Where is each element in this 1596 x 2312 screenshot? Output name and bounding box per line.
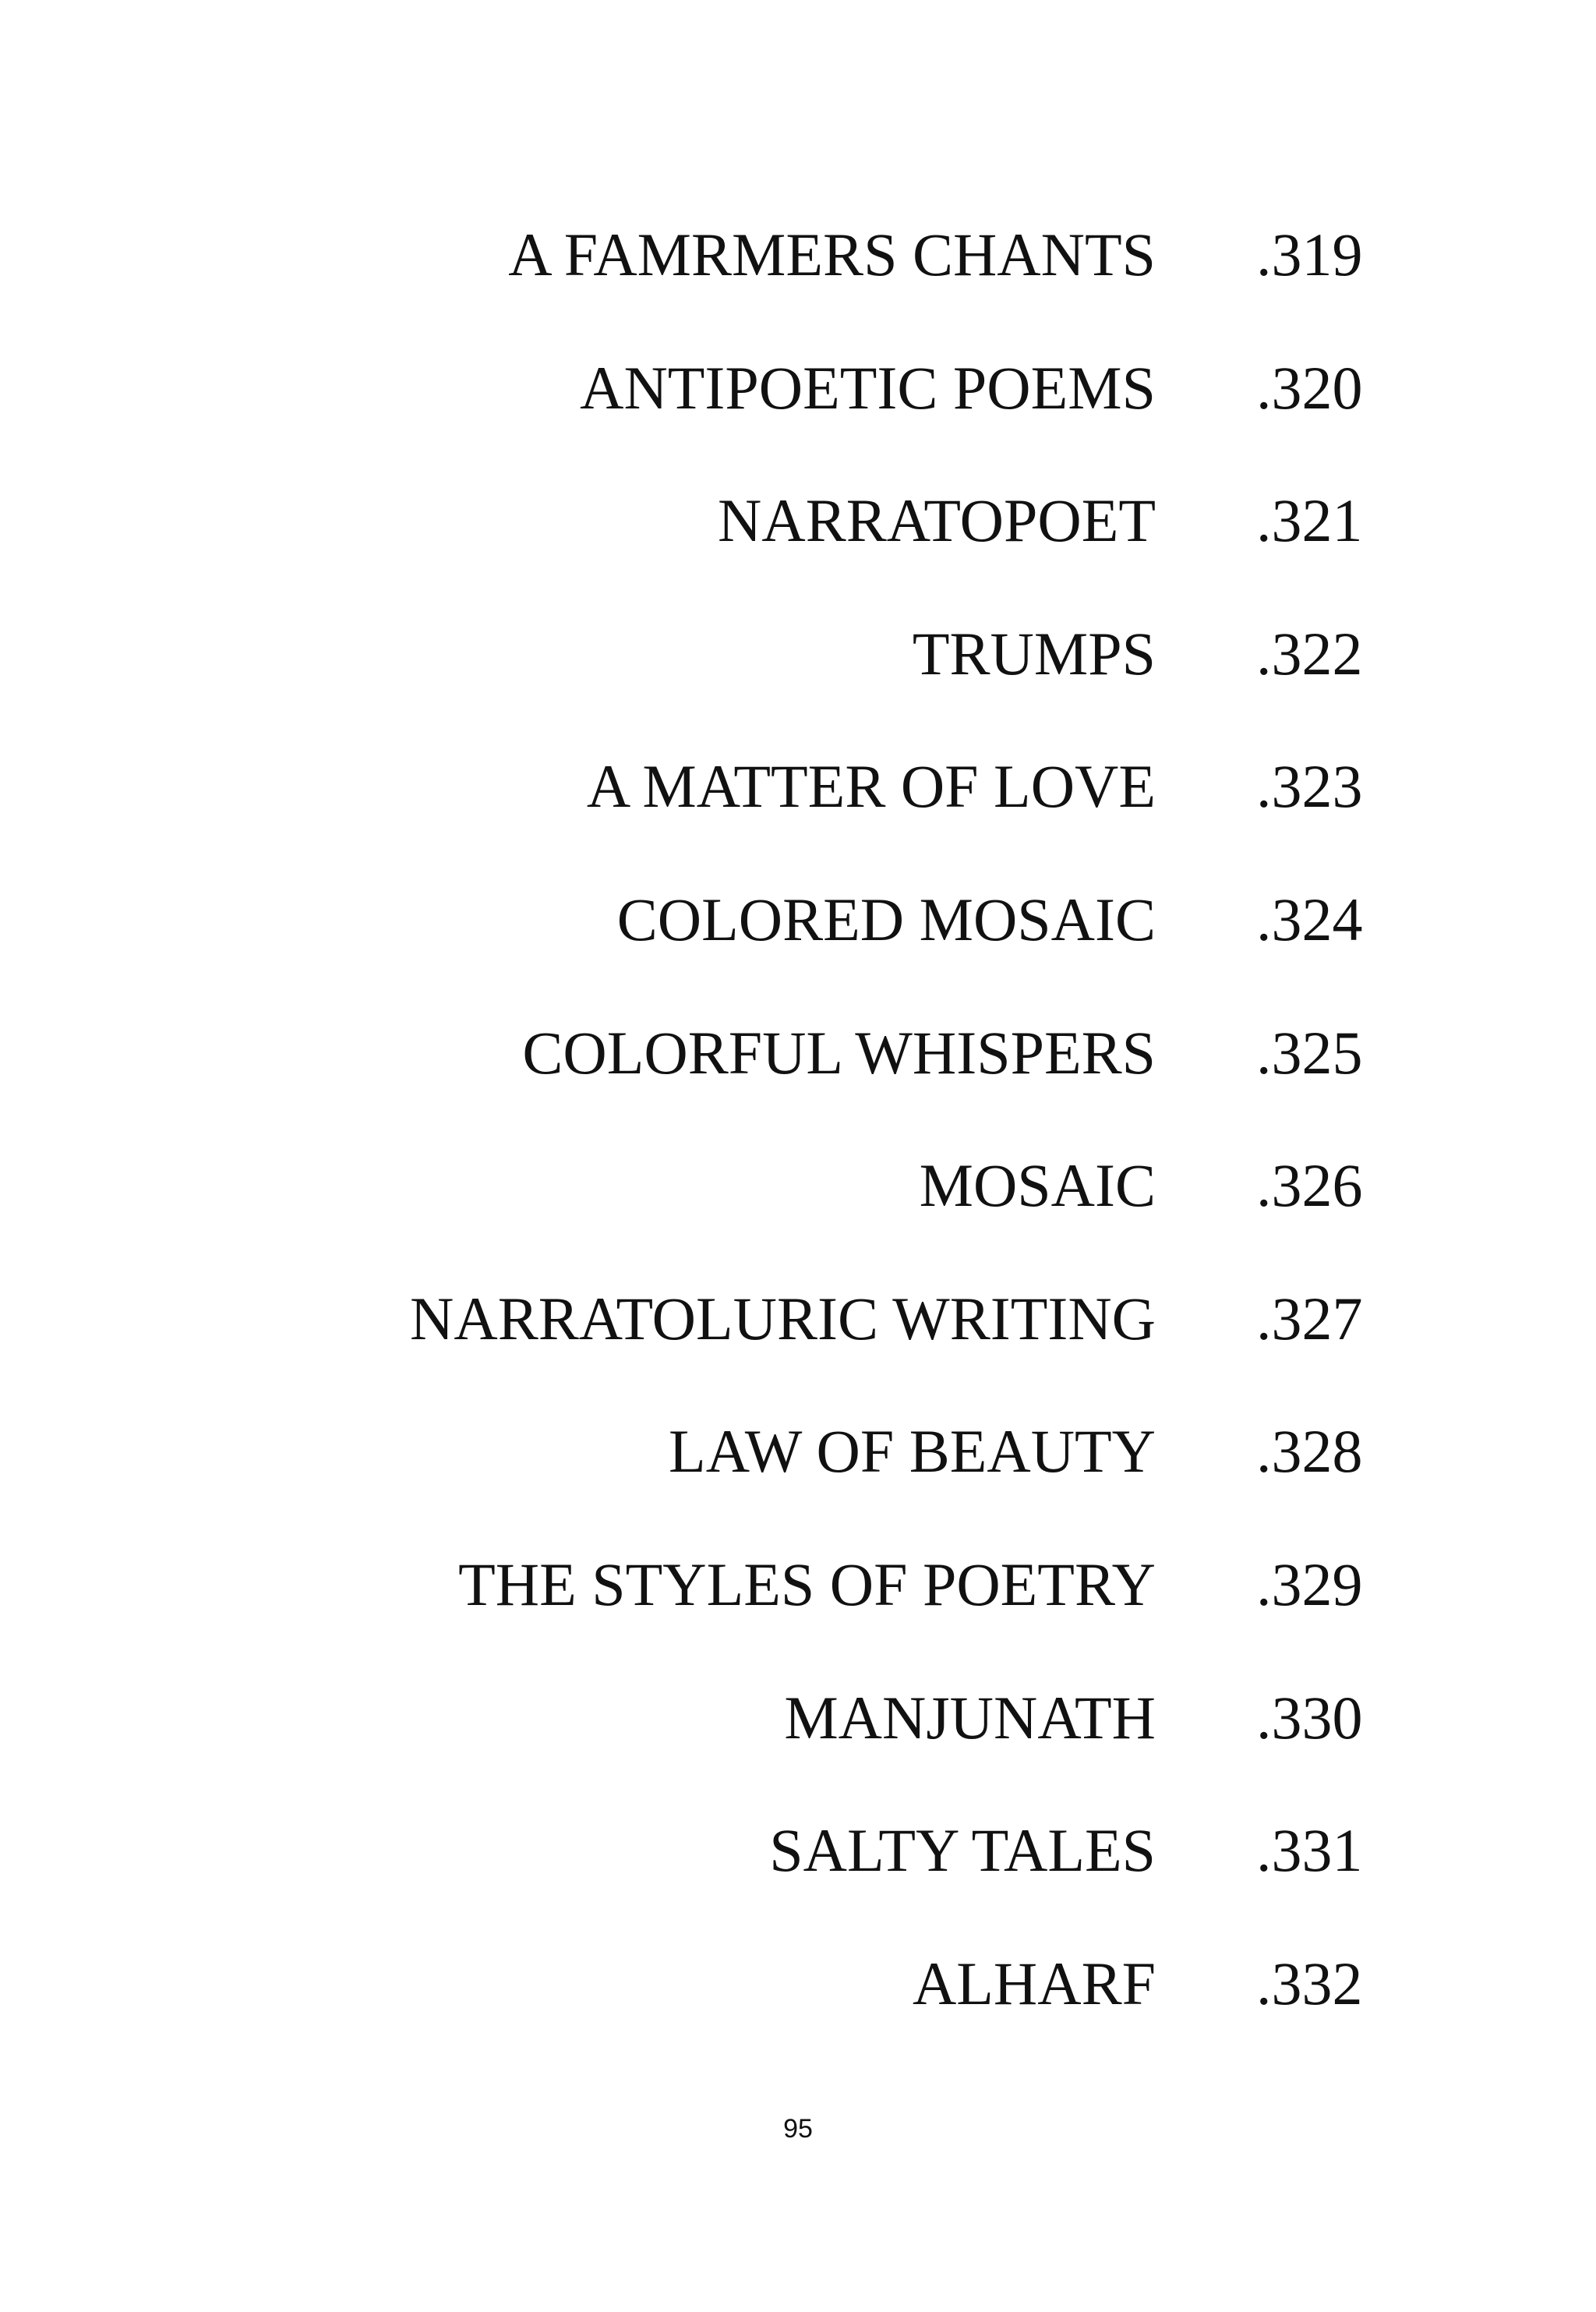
toc-entry-title: COLORED MOSAIC — [616, 885, 1156, 953]
toc-entry-title: TRUMPS — [912, 619, 1156, 688]
toc-entry-page: .322 — [1256, 619, 1363, 688]
toc-entry — [0, 617, 1596, 751]
toc-entry — [0, 1814, 1596, 1947]
toc-entry-title: NARRATOLURIC WRITING — [410, 1284, 1156, 1352]
toc-entry-page: .331 — [1256, 1816, 1363, 1885]
toc-entry-page: .320 — [1256, 353, 1363, 422]
toc-entry-page: .329 — [1256, 1550, 1363, 1618]
toc-entry-title: ALHARF — [912, 1949, 1156, 2017]
toc-entry — [0, 352, 1596, 485]
toc-entry-title: A FAMRMERS CHANTS — [508, 221, 1156, 288]
toc-entry — [0, 1548, 1596, 1681]
toc-entry-page: .332 — [1256, 1949, 1363, 2017]
toc-entry-page: .326 — [1256, 1151, 1363, 1220]
toc-entry-title: ANTIPOETIC POEMS — [580, 353, 1156, 422]
toc-entry-page: .319 — [1256, 221, 1363, 288]
toc-entry — [0, 1947, 1596, 2080]
toc-entry-title: MANJUNATH — [784, 1683, 1156, 1752]
toc-entry — [0, 218, 1596, 352]
toc-entry — [0, 1415, 1596, 1548]
toc-entry — [0, 1016, 1596, 1150]
toc-entry — [0, 1681, 1596, 1815]
toc-entry-page: .323 — [1256, 752, 1363, 821]
toc-entry-page: .328 — [1256, 1417, 1363, 1486]
toc-entry-page: .325 — [1256, 1018, 1363, 1087]
toc-entry-title: LAW OF BEAUTY — [669, 1417, 1156, 1486]
toc-entry-page: .330 — [1256, 1683, 1363, 1752]
toc-entry-page: .321 — [1256, 486, 1363, 555]
toc-entry — [0, 883, 1596, 1016]
toc-entry-title: THE STYLES OF POETRY — [458, 1550, 1156, 1618]
toc-entry-page: .324 — [1256, 885, 1363, 953]
toc-entry — [0, 1149, 1596, 1282]
toc-entry — [0, 484, 1596, 617]
toc-entry-title: NARRATOPOET — [718, 486, 1156, 555]
toc-entry-title: COLORFUL WHISPERS — [522, 1018, 1156, 1087]
toc-entry-title: A MATTER OF LOVE — [586, 752, 1156, 821]
page-number: 95 — [783, 2114, 813, 2144]
toc-entry-title: MOSAIC — [919, 1151, 1156, 1220]
toc-entry — [0, 1282, 1596, 1416]
table-of-contents — [0, 218, 1596, 2080]
toc-entry-title: SALTY TALES — [769, 1816, 1156, 1885]
toc-entry-page: .327 — [1256, 1284, 1363, 1352]
toc-entry — [0, 750, 1596, 883]
